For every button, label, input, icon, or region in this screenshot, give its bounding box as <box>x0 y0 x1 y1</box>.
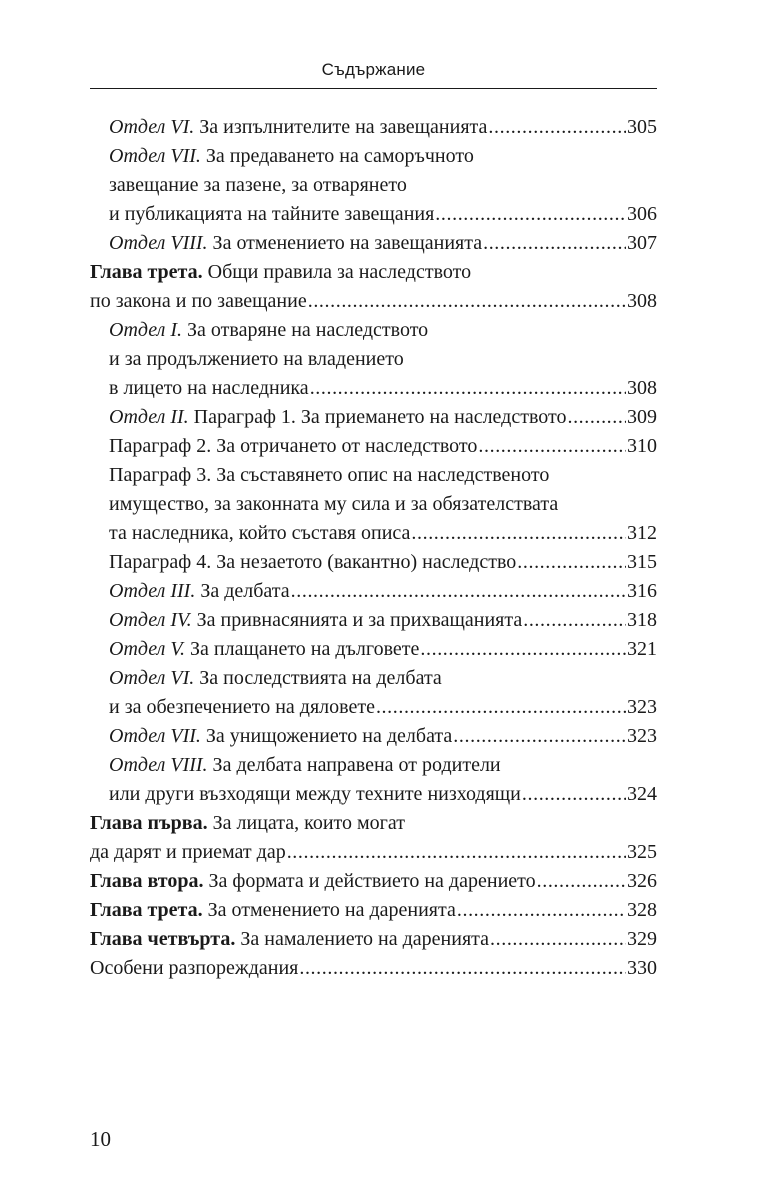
page-number: 312 <box>627 522 657 544</box>
toc-entry[interactable] <box>90 925 657 954</box>
entry-text: За предаването на саморъчното <box>205 145 474 167</box>
page-number: 305 <box>627 116 657 138</box>
entry-text: да дарят и приемат дар <box>90 841 286 863</box>
toc-entry[interactable] <box>90 635 657 664</box>
entry-label: Глава първа. <box>90 812 208 834</box>
entry-label: Отдел VII. <box>109 725 201 747</box>
toc-entry[interactable] <box>90 113 657 142</box>
page-number: 323 <box>627 725 657 747</box>
entry-text: За плащането на дълговете <box>190 638 420 660</box>
page-number: 318 <box>627 609 657 631</box>
leader-dots <box>517 548 626 577</box>
header-rule <box>90 88 657 89</box>
table-of-contents <box>90 113 657 983</box>
leader-dots <box>435 200 626 229</box>
entry-text: За привнасянията и за прихващанията <box>196 609 523 631</box>
entry-text: За отменението на даренията <box>207 899 456 921</box>
toc-entry[interactable] <box>90 171 657 200</box>
page-number: 307 <box>627 232 657 254</box>
running-head: Съдържание <box>321 60 426 79</box>
entry-text: За последствията на делбата <box>199 667 442 689</box>
entry-text: За лицата, които могат <box>212 812 405 834</box>
leader-dots <box>308 287 626 316</box>
toc-entry[interactable] <box>90 896 657 925</box>
toc-entry[interactable] <box>90 548 657 577</box>
toc-entry[interactable] <box>90 258 657 287</box>
leader-dots <box>287 838 626 867</box>
entry-text: Параграф 4. За незаетото (вакантно) наследство <box>109 551 517 573</box>
entry-label: Отдел VI. <box>109 667 195 689</box>
page-number: 309 <box>627 406 657 428</box>
entry-label: Отдел II. <box>109 406 189 428</box>
leader-dots <box>453 722 626 751</box>
leader-dots <box>523 606 626 635</box>
entry-label: Отдел IV. <box>109 609 192 631</box>
page-number: 316 <box>627 580 657 602</box>
toc-entry[interactable] <box>90 432 657 461</box>
entry-text: За унищожението на делбата <box>205 725 453 747</box>
entry-label: Глава трета. <box>90 261 203 283</box>
page-number: 325 <box>627 841 657 863</box>
page-number: 308 <box>627 377 657 399</box>
entry-text: За отваряне на наследството <box>187 319 429 341</box>
toc-entry[interactable] <box>90 403 657 432</box>
entry-text: За намалението на даренията <box>240 928 490 950</box>
entry-label: Отдел VIII. <box>109 232 208 254</box>
page-number: 310 <box>627 435 657 457</box>
entry-label: Отдел I. <box>109 319 183 341</box>
entry-text: За изпълнителите на завещанията <box>199 116 488 138</box>
leader-dots <box>376 693 626 722</box>
leader-dots <box>522 780 626 809</box>
entry-text: и публикацията на тайните завещания <box>109 203 435 225</box>
toc-entry[interactable] <box>90 693 657 722</box>
toc-entry[interactable] <box>90 519 657 548</box>
toc-entry[interactable] <box>90 345 657 374</box>
entry-text: За формата и действието на дарението <box>208 870 536 892</box>
entry-label: Отдел VIII. <box>109 754 208 776</box>
page-number: 326 <box>627 870 657 892</box>
entry-text: За делбата направена от родители <box>212 754 501 776</box>
leader-dots <box>310 374 626 403</box>
toc-entry[interactable] <box>90 606 657 635</box>
toc-entry[interactable] <box>90 490 657 519</box>
leader-dots <box>299 954 626 983</box>
page-number: 324 <box>627 783 657 805</box>
entry-label: Отдел VII. <box>109 145 201 167</box>
leader-dots <box>488 113 626 142</box>
entry-label: Глава трета. <box>90 899 203 921</box>
toc-entry[interactable] <box>90 229 657 258</box>
leader-dots <box>490 925 626 954</box>
entry-text: За делбата <box>200 580 290 602</box>
toc-entry[interactable] <box>90 316 657 345</box>
entry-label: Глава четвърта. <box>90 928 236 950</box>
page-number: 323 <box>627 696 657 718</box>
toc-entry[interactable] <box>90 461 657 490</box>
toc-entry[interactable] <box>90 838 657 867</box>
page-number: 329 <box>627 928 657 950</box>
page-number: 306 <box>627 203 657 225</box>
entry-text: или други възходящи между техните низходящи <box>109 783 521 805</box>
entry-text: и за обезпечението на дяловете <box>109 696 375 718</box>
entry-text: Параграф 2. За отричането от наследството <box>109 435 478 457</box>
leader-dots <box>291 577 626 606</box>
toc-entry[interactable] <box>90 142 657 171</box>
leader-dots <box>483 229 626 258</box>
toc-entry[interactable] <box>90 751 657 780</box>
leader-dots <box>478 432 626 461</box>
toc-entry[interactable] <box>90 722 657 751</box>
entry-text: Параграф 1. За приемането на наследството <box>193 406 567 428</box>
page-number: 315 <box>627 551 657 573</box>
leader-dots <box>537 867 626 896</box>
toc-entry[interactable] <box>90 664 657 693</box>
entry-text: завещание за пазене, за отварянето <box>109 174 407 196</box>
entry-label: Отдел V. <box>109 638 185 660</box>
entry-label: Отдел VI. <box>109 116 195 138</box>
entry-text: За отменението на завещанията <box>212 232 483 254</box>
entry-text: Общи правила за наследството <box>207 261 472 283</box>
toc-entry[interactable] <box>90 374 657 403</box>
toc-entry[interactable] <box>90 287 657 316</box>
toc-entry[interactable] <box>90 200 657 229</box>
entry-text: в лицето на наследника <box>109 377 309 399</box>
page-number: 328 <box>627 899 657 921</box>
toc-entry[interactable] <box>90 867 657 896</box>
toc-entry[interactable] <box>90 780 657 809</box>
entry-text: Особени разпореждания <box>90 957 299 979</box>
entry-text: Параграф 3. За съставянето опис на наследственото <box>109 464 550 486</box>
leader-dots <box>420 635 626 664</box>
entry-label: Глава втора. <box>90 870 204 892</box>
leader-dots <box>411 519 626 548</box>
entry-label: Отдел III. <box>109 580 196 602</box>
entry-text: имущество, за законната му сила и за обязателствата <box>109 493 559 515</box>
page-folio: 10 <box>90 1127 111 1151</box>
toc-entry[interactable] <box>90 954 657 983</box>
toc-entry[interactable] <box>90 577 657 606</box>
entry-text: та наследника, който съставя описа <box>109 522 411 544</box>
page-number: 321 <box>627 638 657 660</box>
entry-text: и за продължението на владението <box>109 348 404 370</box>
page-number: 308 <box>627 290 657 312</box>
entry-text: по закона и по завещание <box>90 290 307 312</box>
page-number: 330 <box>627 957 657 979</box>
toc-entry[interactable] <box>90 809 657 838</box>
leader-dots <box>457 896 626 925</box>
leader-dots <box>567 403 626 432</box>
